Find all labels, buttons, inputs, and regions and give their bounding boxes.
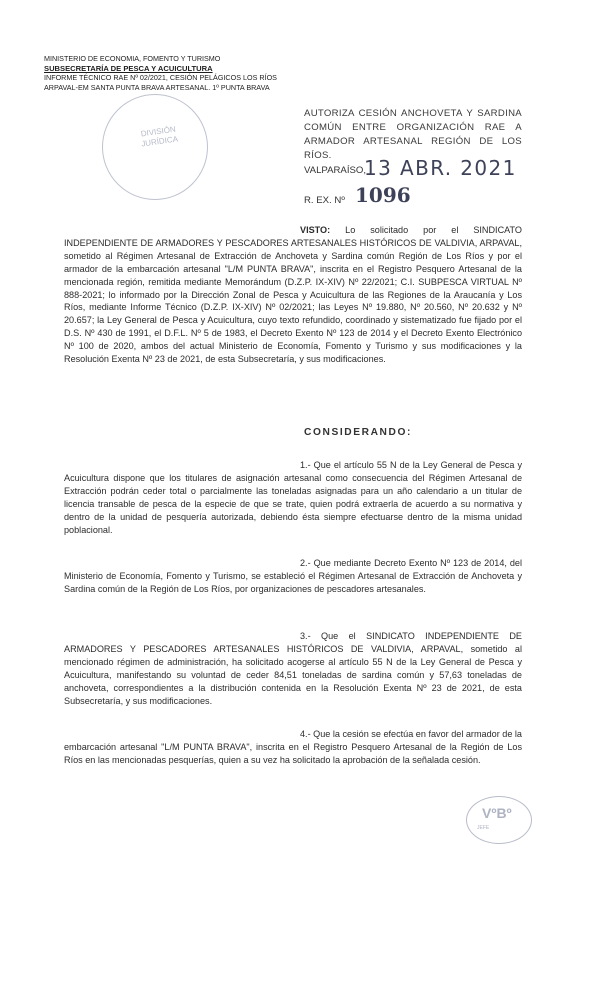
resolution-number: 1096	[355, 183, 411, 207]
visto-text: Lo solicitado por el SINDICATO INDEPENDIENTE DE ARMADORES Y PESCADORES ARTESANALES HISTÓRICOS DE VALDIVIA, ARPAVAL, sometido al Régimen Artesanal de Extracción de Anchoveta y Sardina común Región de Los Ríos y por el armador de la embarcación artesanal "L/M PUNTA BRAVA", inscrita en el Registro Pesquero Artesanal de la mencionada región, remitida mediante Memorándum (D.Z.P. IX-XIV) Nº 22/2021; C.I. SUBPESCA VIRTUAL Nº 888-2021; lo informado por la Dirección Zonal de Pesca y Acuicultura de las Regiones de la Araucanía y Los Ríos, mediante Informe Técnico (D.Z.P. IX-XIV) Nº 02/2021; las Leyes Nº 19.880, Nº 20.560, Nº 20.632 y Nº 20.657; la Ley General de Pesca y Acuicultura, cuyo texto refundido, coordinado y sistematizado fue fijado por el D.S. Nº 430 de 1991, el D.F.L. Nº 5 de 1983, el Decreto Exento Nº 123 de 2014 y el Decreto Exento Electrónico Nº 100 de 2020, ambos del actual Ministerio de Economía, Fomento y Turismo y sus modificaciones y la Resolución Exenta Nº 23 de 2021, de esta Subsecretaría, y sus modificaciones.	[64, 225, 522, 365]
considerando-4: 4.- Que la cesión se efectúa en favor del armador de la embarcación artesanal "L/M PUNTA BRAVA", inscrita en el Registro Pesquero Artesanal de la Región de Los Ríos en las mencionadas pesquerías, quien a su vez ha solicitado la aprobación de la señalada cesión.	[64, 729, 522, 765]
report-reference: INFORME TÉCNICO RAE Nº 02/2021, CESIÓN PELÁGICOS LOS RÍOS	[44, 73, 277, 83]
considerando-3: 3.- Que el SINDICATO INDEPENDIENTE DE ARMADORES Y PESCADORES ARTESANALES HISTÓRICOS DE VALDIVIA, ARPAVAL, sometido al mencionado régimen de administración, ha solicitado acogerse al artículo 55 N de la Ley General de Pesca y Acuicultura, manifestando su voluntad de ceder 84,51 toneladas de sardina común y 57,63 toneladas de anchoveta, correspondientes a la distribución contenida en la Resolución Exenta Nº 23 de 2021, de esta Subsecretaría, y sus modificaciones.	[64, 631, 522, 706]
report-subject: ARPAVAL-EM SANTA PUNTA BRAVA ARTESANAL. 1º PUNTA BRAVA	[44, 82, 270, 92]
resolution-date: 13 ABR. 2021	[364, 156, 517, 180]
approval-sub: JEFE	[477, 825, 490, 831]
subsecretariat-name: SUBSECRETARÍA DE PESCA Y ACUICULTURA	[44, 63, 213, 73]
place-label: VALPARAÍSO,	[304, 165, 367, 176]
rex-label: R. EX. Nº	[304, 195, 345, 206]
approval-mark: VºBº	[482, 805, 512, 821]
letterhead	[44, 54, 294, 92]
considerando-1: 1.- Que el artículo 55 N de la Ley General de Pesca y Acuicultura dispone que los titulares de asignación artesanal como consecuencia del Régimen Artesanal de Extracción podrán ceder total o parcialmente las toneladas asignadas para un año calendario a un titular de licencia transable de pesca de la especie de que se trate, quien podrá extraerla de acuerdo a su normativa y dentro de la unidad de pesquería autorizada, debiendo ésta siempre efectuarse dentro de la misma unidad poblacional.	[64, 460, 522, 535]
visto-paragraph	[64, 224, 522, 366]
considerando-2: 2.- Que mediante Decreto Exento Nº 123 de 2014, del Ministerio de Economía, Fomento y Turismo, se estableció el Régimen Artesanal de Extracción de Anchoveta y Sardina común de la Región de Los Ríos, por organizaciones de pescadores artesanales.	[64, 558, 522, 594]
ministry-name: MINISTERIO DE ECONOMIA, FOMENTO Y TURISMO	[44, 54, 221, 63]
visto-label: VISTO:	[300, 225, 331, 235]
approval-stamp	[466, 796, 532, 844]
stamp-line-2: JURÍDICA	[140, 134, 179, 149]
stamp-line-1: DIVISIÓN	[140, 124, 177, 139]
juridical-division-stamp	[102, 94, 208, 200]
resolution-title: AUTORIZA CESIÓN ANCHOVETA Y SARDINA COMÚN ENTRE ORGANIZACIÓN RAE A ARMADOR ARTESANAL REGIÓN DE LOS RÍOS.	[304, 108, 522, 161]
considerando-heading: CONSIDERANDO:	[304, 427, 412, 438]
